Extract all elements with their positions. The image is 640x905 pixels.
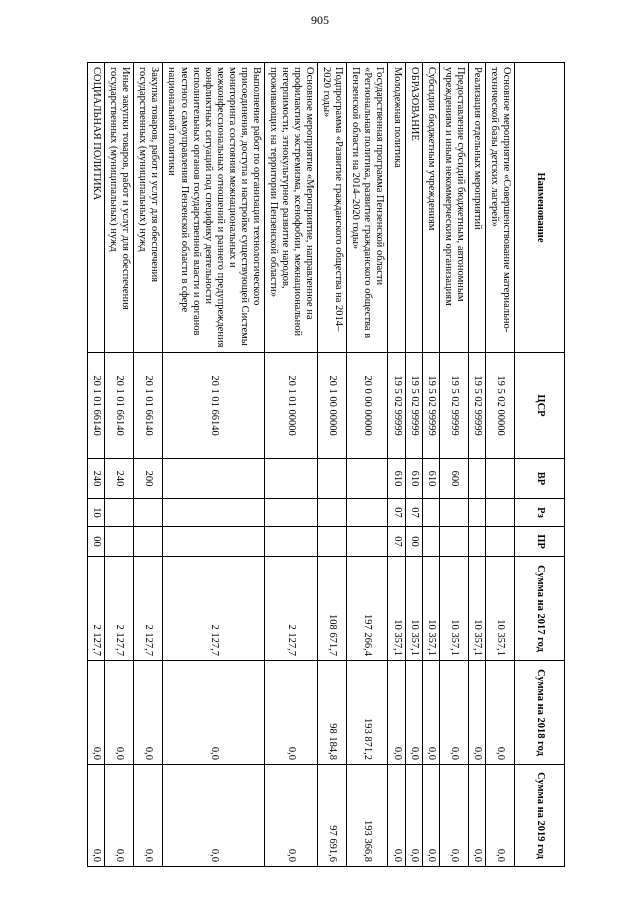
row-csr: 20 1 01 66140 bbox=[88, 353, 105, 459]
row-pr bbox=[439, 527, 468, 557]
row-amount-2017: 10 357,1 bbox=[422, 557, 439, 661]
row-amount-2019: 0,0 bbox=[468, 765, 485, 867]
row-rz bbox=[485, 499, 514, 527]
header-row bbox=[515, 63, 565, 867]
row-vr bbox=[468, 459, 485, 499]
row-vr: 600 bbox=[439, 459, 468, 499]
row-name: Реализация отдельных мероприятий bbox=[468, 63, 485, 353]
row-vr: 240 bbox=[105, 459, 134, 499]
row-rz: 07 bbox=[388, 499, 405, 527]
row-rz bbox=[468, 499, 485, 527]
table-row bbox=[105, 63, 134, 867]
row-vr: 610 bbox=[388, 459, 405, 499]
row-csr: 19 5 02 99999 bbox=[468, 353, 485, 459]
row-amount-2018: 0,0 bbox=[405, 661, 422, 765]
row-pr bbox=[264, 527, 317, 557]
row-csr: 20 1 00 00000 bbox=[318, 353, 347, 459]
row-amount-2017: 10 357,1 bbox=[485, 557, 514, 661]
header-2017: Сумма на 2017 год bbox=[515, 557, 565, 661]
row-rz bbox=[439, 499, 468, 527]
row-amount-2017: 10 357,1 bbox=[439, 557, 468, 661]
row-name: Государственная программа Пензенской области «Региональная политика, развитие гражданского общества в Пензенской области на 2014–2020 годы» bbox=[347, 63, 388, 353]
table-row bbox=[264, 63, 317, 867]
page-number: 905 bbox=[311, 13, 329, 27]
row-csr: 19 5 02 99999 bbox=[388, 353, 405, 459]
row-csr: 19 5 02 99999 bbox=[439, 353, 468, 459]
row-amount-2018: 193 871,2 bbox=[347, 661, 388, 765]
row-amount-2019: 193 366,8 bbox=[347, 765, 388, 867]
row-csr: 19 5 02 99999 bbox=[405, 353, 422, 459]
table-row bbox=[485, 63, 514, 867]
row-rz bbox=[134, 499, 163, 527]
row-vr: 240 bbox=[88, 459, 105, 499]
row-vr bbox=[485, 459, 514, 499]
row-name: Выполнение работ по организации технологического присоединения, доступа и настройке существующей Системы мониторинга состояния межнациональных и межконфессиональных отношений и раннего предупреждения конфликтных ситуаций под специфику деятельности исполнительных органов государственной власти и органов местного самоуправления Пензенской области в сфере национальной политики bbox=[163, 63, 265, 353]
table-row bbox=[405, 63, 422, 867]
header-pr: ПР bbox=[515, 527, 565, 557]
row-pr bbox=[163, 527, 265, 557]
table-row bbox=[134, 63, 163, 867]
table-row bbox=[422, 63, 439, 867]
row-amount-2018: 0,0 bbox=[134, 661, 163, 765]
row-name: Закупка товаров, работ и услуг для обеспечения государственных (муниципальных) нужд bbox=[134, 63, 163, 353]
row-name: Иные закупки товаров, работ и услуг для обеспечения государственных (муниципальных) нужд bbox=[105, 63, 134, 353]
row-amount-2018: 0,0 bbox=[88, 661, 105, 765]
row-csr: 20 1 01 00000 bbox=[264, 353, 317, 459]
row-rz: 10 bbox=[88, 499, 105, 527]
row-pr bbox=[347, 527, 388, 557]
row-rz bbox=[422, 499, 439, 527]
row-name: Субсидии бюджетным учреждениям bbox=[422, 63, 439, 353]
row-rz: 07 bbox=[405, 499, 422, 527]
row-rz bbox=[163, 499, 265, 527]
header-rz: Рз bbox=[515, 499, 565, 527]
row-amount-2017: 10 357,1 bbox=[468, 557, 485, 661]
row-amount-2017: 197 266,4 bbox=[347, 557, 388, 661]
row-amount-2019: 0,0 bbox=[388, 765, 405, 867]
row-name: Подпрограмма «Развитие гражданского общества на 2014–2020 годы» bbox=[318, 63, 347, 353]
row-amount-2019: 0,0 bbox=[105, 765, 134, 867]
row-amount-2019: 0,0 bbox=[134, 765, 163, 867]
row-amount-2019: 0,0 bbox=[405, 765, 422, 867]
row-amount-2017: 2 127,7 bbox=[88, 557, 105, 661]
row-amount-2017: 10 357,1 bbox=[388, 557, 405, 661]
rotated-table-wrapper bbox=[91, 62, 565, 866]
row-csr: 20 1 01 66140 bbox=[105, 353, 134, 459]
row-amount-2019: 0,0 bbox=[163, 765, 265, 867]
table-row bbox=[468, 63, 485, 867]
row-amount-2017: 2 127,7 bbox=[105, 557, 134, 661]
row-csr: 20 1 01 66140 bbox=[163, 353, 265, 459]
row-name: СОЦИАЛЬНАЯ ПОЛИТИКА bbox=[88, 63, 105, 353]
row-amount-2018: 0,0 bbox=[388, 661, 405, 765]
budget-table bbox=[87, 62, 565, 867]
row-amount-2019: 0,0 bbox=[88, 765, 105, 867]
row-pr bbox=[318, 527, 347, 557]
row-pr: 07 bbox=[388, 527, 405, 557]
row-amount-2017: 2 127,7 bbox=[134, 557, 163, 661]
header-2019: Сумма на 2019 год bbox=[515, 765, 565, 867]
row-name: Основное мероприятие «Совершенствование материально-технической базы детских лагерей» bbox=[485, 63, 514, 353]
row-amount-2018: 98 184,8 bbox=[318, 661, 347, 765]
row-amount-2018: 0,0 bbox=[439, 661, 468, 765]
row-amount-2019: 0,0 bbox=[485, 765, 514, 867]
row-amount-2018: 0,0 bbox=[163, 661, 265, 765]
row-rz bbox=[347, 499, 388, 527]
row-pr: 00 bbox=[88, 527, 105, 557]
table-row bbox=[318, 63, 347, 867]
row-vr: 610 bbox=[405, 459, 422, 499]
row-rz bbox=[105, 499, 134, 527]
row-pr bbox=[105, 527, 134, 557]
row-name: Основное мероприятие «Мероприятие, направленное на профилактику экстремизма, ксенофобии, межнациональной нетерпимости, этнокультурное развитие народов, проживающих на территории Пензенской области» bbox=[264, 63, 317, 353]
row-amount-2018: 0,0 bbox=[264, 661, 317, 765]
row-amount-2019: 0,0 bbox=[439, 765, 468, 867]
row-pr bbox=[134, 527, 163, 557]
table-frame bbox=[91, 62, 565, 866]
row-amount-2017: 2 127,7 bbox=[163, 557, 265, 661]
row-amount-2019: 97 691,6 bbox=[318, 765, 347, 867]
row-amount-2018: 0,0 bbox=[468, 661, 485, 765]
row-pr: 00 bbox=[405, 527, 422, 557]
row-amount-2018: 0,0 bbox=[105, 661, 134, 765]
row-amount-2019: 0,0 bbox=[264, 765, 317, 867]
row-vr bbox=[264, 459, 317, 499]
header-vr: ВР bbox=[515, 459, 565, 499]
row-amount-2018: 0,0 bbox=[422, 661, 439, 765]
table-row bbox=[163, 63, 265, 867]
table-row bbox=[88, 63, 105, 867]
row-csr: 19 5 02 99999 bbox=[422, 353, 439, 459]
row-csr: 20 0 00 00000 bbox=[347, 353, 388, 459]
row-vr bbox=[347, 459, 388, 499]
header-csr: ЦСР bbox=[515, 353, 565, 459]
row-csr: 19 5 02 00000 bbox=[485, 353, 514, 459]
header-2018: Сумма на 2018 год bbox=[515, 661, 565, 765]
row-name: Молодежная политика bbox=[388, 63, 405, 353]
row-name: Предоставление субсидий бюджетным, автономным учреждениям и иным некоммерческим организациям bbox=[439, 63, 468, 353]
row-amount-2017: 108 671,7 bbox=[318, 557, 347, 661]
table-row bbox=[388, 63, 405, 867]
row-rz bbox=[318, 499, 347, 527]
table-row bbox=[347, 63, 388, 867]
row-csr: 20 1 01 66140 bbox=[134, 353, 163, 459]
row-pr bbox=[468, 527, 485, 557]
row-pr bbox=[422, 527, 439, 557]
row-name: ОБРАЗОВАНИЕ bbox=[405, 63, 422, 353]
row-amount-2017: 10 357,1 bbox=[405, 557, 422, 661]
row-vr bbox=[318, 459, 347, 499]
row-amount-2018: 0,0 bbox=[485, 661, 514, 765]
row-vr: 200 bbox=[134, 459, 163, 499]
row-amount-2019: 0,0 bbox=[422, 765, 439, 867]
row-amount-2017: 2 127,7 bbox=[264, 557, 317, 661]
header-name: Наименование bbox=[515, 63, 565, 353]
row-vr bbox=[163, 459, 265, 499]
row-pr bbox=[485, 527, 514, 557]
row-vr: 610 bbox=[422, 459, 439, 499]
table-row bbox=[439, 63, 468, 867]
row-rz bbox=[264, 499, 317, 527]
